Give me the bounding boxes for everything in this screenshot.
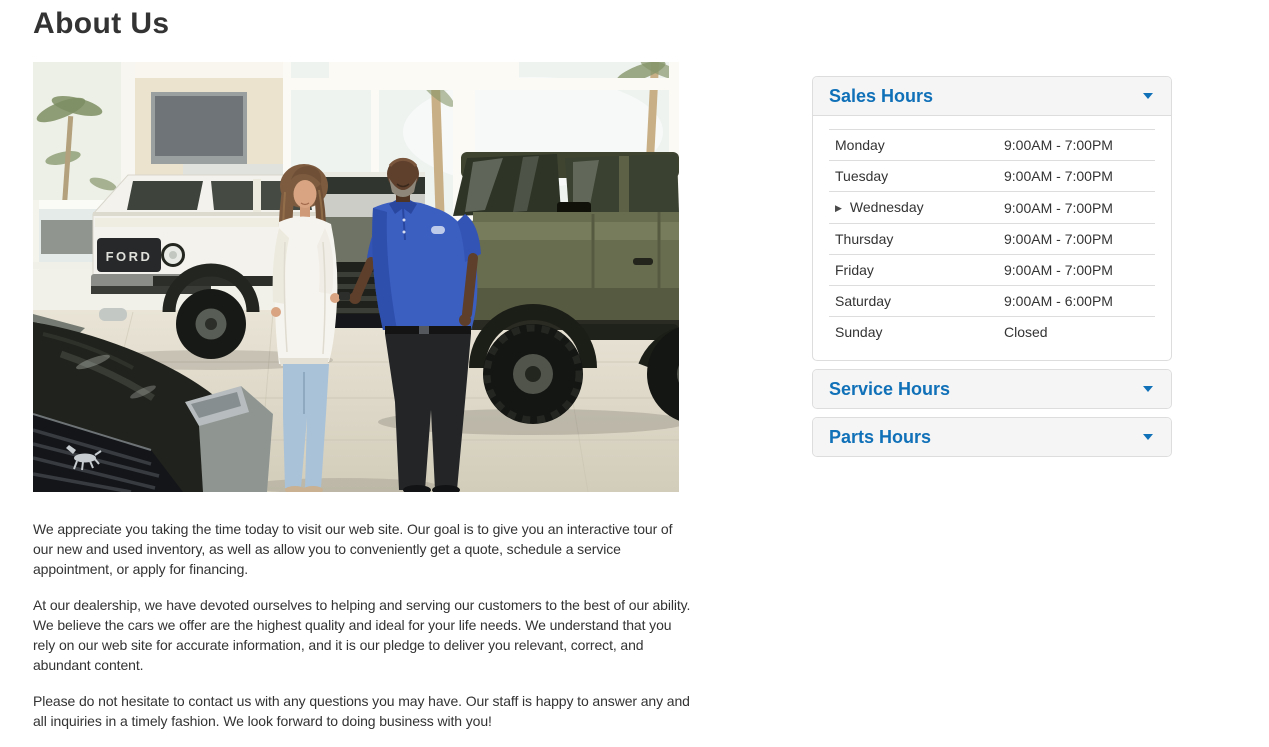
sales-hours-title: Sales Hours — [829, 86, 934, 106]
hours-time: Closed — [1004, 324, 1048, 340]
page-title: About Us — [33, 7, 170, 40]
hours-day: Sunday — [835, 324, 883, 340]
sales-hours-panel — [812, 76, 1172, 361]
bronco-grille-text: FORD — [105, 249, 153, 264]
about-paragraph-2: At our dealership, we have devoted ourselves to helping and serving our customers to the best of our ability. We believe the cars we offer are the highest quality and ideal for your life needs. We understand that you rely on our web site for accurate information, and it is our pledge to deliver you relevant, correct, and abundant content. — [33, 597, 691, 673]
service-hours-panel — [812, 369, 1172, 409]
about-paragraph-3: Please do not hesitate to contact us with any questions you may have. Our staff is happy to answer any and all inquiries in a timely fashion. We look forward to doing business with you! — [33, 693, 690, 729]
hours-day: Friday — [829, 255, 998, 286]
caret-down-icon — [1143, 386, 1153, 392]
hours-row — [829, 224, 1155, 255]
today-caret-icon: ▶ — [835, 203, 842, 213]
hours-day: Saturday — [829, 286, 998, 317]
hours-day: Monday — [829, 130, 998, 161]
service-hours-title: Service Hours — [829, 379, 951, 399]
hours-time: 9:00AM - 7:00PM — [998, 224, 1155, 255]
caret-down-icon — [1143, 93, 1153, 99]
hours-day: Tuesday — [829, 161, 998, 192]
parts-hours-header[interactable] — [813, 418, 1171, 456]
parts-hours-panel — [812, 417, 1172, 457]
hours-row — [829, 286, 1155, 317]
hours-row — [829, 130, 1155, 161]
hours-time: 9:00AM - 7:00PM — [998, 161, 1155, 192]
hours-row — [829, 317, 1155, 348]
parts-hours-title: Parts Hours — [829, 427, 932, 447]
service-hours-header[interactable] — [813, 370, 1171, 408]
hours-row — [829, 161, 1155, 192]
sales-hours-table-body — [829, 130, 1155, 348]
sales-hours-body — [813, 116, 1171, 360]
hours-day: ▶ Wednesday — [829, 192, 998, 224]
about-photo — [33, 62, 679, 492]
hours-row — [829, 255, 1155, 286]
hours-time: 9:00AM - 6:00PM — [998, 286, 1155, 317]
sales-hours-header[interactable] — [813, 77, 1171, 116]
hours-row — [829, 192, 1155, 224]
hours-sidebar — [812, 76, 1172, 465]
main-content — [33, 0, 703, 747]
hours-time: 9:00AM - 7:00PM — [998, 255, 1155, 286]
caret-down-icon — [1143, 434, 1153, 440]
about-paragraph-1: We appreciate you taking the time today to visit our web site. Our goal is to give you an interactive tour of our new and used inventory, as well as allow you to conveniently get a quote, schedule a service appointment, or apply for financing. — [33, 521, 673, 577]
hours-day: Thursday — [829, 224, 998, 255]
hours-time: 9:00AM - 7:00PM — [998, 130, 1155, 161]
sales-hours-table — [829, 129, 1155, 347]
hours-time: 9:00AM - 7:00PM — [998, 192, 1155, 224]
